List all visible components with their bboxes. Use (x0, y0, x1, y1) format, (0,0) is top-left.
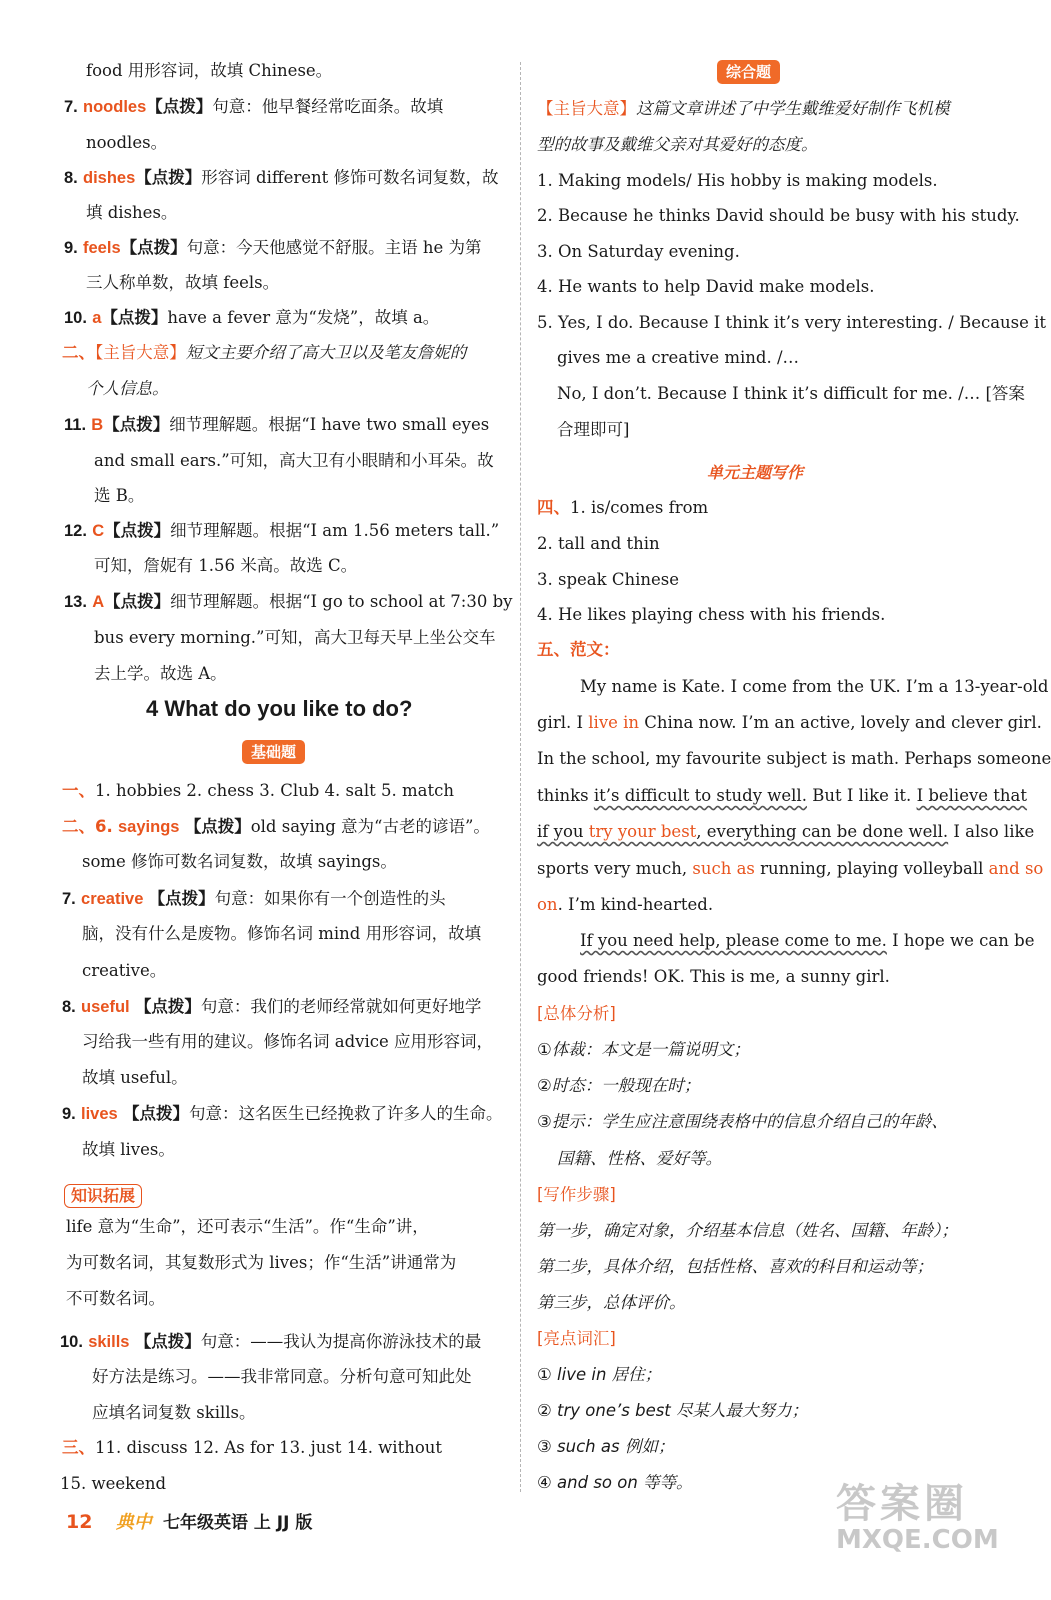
s2q7-line: 7. creative 【点拨】句意：如果你有一个创造性的头 (62, 889, 446, 908)
answer-2: 2. Because he thinks David should be busy with his study. (537, 206, 1020, 225)
s2q9-line: 9. lives 【点拨】句意：这名医生已经挽救了许多人的生命。 (62, 1104, 503, 1123)
s2q9-cont: 故填 lives。 (82, 1140, 175, 1159)
analysis-heading: [总体分析] (537, 1004, 616, 1023)
s3-line: 三、11. discuss 12. As for 13. just 14. without (62, 1438, 443, 1457)
w4-line: 四、1. is/comes from (537, 498, 709, 517)
knowledge-line: 为可数名词，其复数形式为 lives；作“生活”讲通常为 (66, 1253, 457, 1272)
steps-item: 第一步，确定对象，介绍基本信息（姓名、国籍、年龄）； (537, 1221, 958, 1240)
w4-item: 4. He likes playing chess with his friends. (537, 605, 886, 624)
watermark: 答案圈 MXQE.COM (836, 1481, 999, 1555)
sec2-cont: 个人信息。 (86, 379, 169, 398)
text-line: food 用形容词，故填 Chinese。 (86, 61, 333, 80)
comprehensive-label: 综合题 (717, 60, 780, 84)
knowledge-line: 不可数名词。 (66, 1289, 165, 1308)
s2q8-line: 8. useful 【点拨】句意：我们的老师经常就如何更好地学 (62, 997, 482, 1016)
knowledge-label: 知识拓展 (64, 1184, 142, 1208)
analysis-item: 国籍、性格、爱好等。 (557, 1149, 722, 1168)
book-title: 七年级英语 上 JJ 版 (162, 1513, 313, 1533)
vocab-item: ② try one’s best 尽某人最大努力； (537, 1401, 809, 1420)
q8-cont: 填 dishes。 (86, 203, 178, 222)
s2q6-cont: some 修饰可数名词复数，故填 sayings。 (82, 852, 397, 871)
comp-label-wrap (717, 60, 780, 84)
s2q6-line: 二、6. sayings 【点拨】old saying 意为“古老的谚语”。 (62, 817, 490, 836)
q8-line: 8. dishes【点拨】形容词 different 修饰可数名词复数，故 (64, 168, 499, 187)
essay-line: In the school, my favourite subject is math. Perhaps someone (537, 749, 1051, 768)
q13-cont2: 去上学。故选 A。 (94, 664, 227, 683)
vocab-item: ③ such as 例如； (537, 1437, 675, 1456)
vocab-item: ④ and so on 等等。 (537, 1473, 693, 1492)
w4-item: 2. tall and thin (537, 534, 660, 553)
q9-cont: 三人称单数，故填 feels。 (86, 273, 280, 292)
basic-label-wrap (242, 740, 305, 764)
q9-line: 9. feels【点拨】句意：今天他感觉不舒服。主语 he 为第 (64, 238, 482, 257)
s2q7-cont1: 脑，没有什么是废物。修饰名词 mind 用形容词，故填 (82, 924, 482, 943)
s2q7-cont2: creative。 (82, 961, 167, 980)
s2q10-cont2: 应填名词复数 skills。 (92, 1403, 256, 1422)
essay-line: My name is Kate. I come from the UK. I’m a 13-year-old (580, 677, 1049, 696)
s3-cont: 15. weekend (60, 1474, 167, 1493)
answer-5: 5. Yes, I do. Because I think it’s very interesting. / Because it (537, 313, 1047, 332)
essay-line: sports very much, such as running, playing volleyball and so (537, 859, 1044, 878)
answer-4: 4. He wants to help David make models. (537, 277, 875, 296)
answer-5-cont: gives me a creative mind. /… (557, 348, 800, 367)
q12-line: 12. C【点拨】细节理解题。根据“I am 1.56 meters tall.” (64, 521, 500, 540)
q13-cont1: bus every morning.”可知，高大卫每天早上坐公交车 (94, 628, 496, 647)
steps-item: 第三步，总体评价。 (537, 1293, 686, 1312)
s2q8-cont2: 故填 useful。 (82, 1068, 188, 1087)
q13-line: 13. A【点拨】细节理解题。根据“I go to school at 7:30 by (64, 592, 513, 611)
vocab-heading: [亮点词汇] (537, 1329, 616, 1348)
q7-line: 7. noodles【点拨】句意：他早餐经常吃面条。故填 (64, 97, 444, 116)
answer-5-cont: 合理即可] (557, 420, 630, 439)
essay-line: on. I’m kind-hearted. (537, 895, 714, 914)
essay-line: If you need help, please come to me. I hope we can be (580, 931, 1035, 950)
main-idea-line: 【主旨大意】这篇文章讲述了中学生戴维爱好制作飞机模 (537, 99, 950, 118)
essay-line: good friends! OK. This is me, a sunny girl. (537, 967, 890, 986)
answer-3: 3. On Saturday evening. (537, 242, 740, 261)
analysis-item: ①体裁：本文是一篇说明文； (537, 1040, 750, 1059)
vocab-item: ① live in 居住； (537, 1365, 662, 1384)
s2q8-cont1: 习给我一些有用的建议。修饰名词 advice 应用形容词， (82, 1032, 493, 1051)
q10-line: 10. a【点拨】have a fever 意为“发烧”，故填 a。 (64, 308, 440, 327)
main-idea-cont: 型的故事及戴维父亲对其爱好的态度。 (537, 135, 818, 154)
sec2-line: 二、【主旨大意】短文主要介绍了高大卫以及笔友詹妮的 (62, 343, 467, 362)
q12-cont1: 可知，詹妮有 1.56 米高。故选 C。 (94, 556, 358, 575)
page-footer (66, 1508, 312, 1534)
q11-cont2: 选 B。 (94, 486, 145, 505)
know-label-wrap (64, 1184, 142, 1208)
essay-line: girl. I live in China now. I’m an active, lovely and clever girl. (537, 713, 1042, 732)
answer-1: 1. Making models/ His hobby is making models. (537, 171, 938, 190)
analysis-item: ③提示：学生应注意围绕表格中的信息介绍自己的年龄、 (537, 1112, 948, 1131)
answer-5-cont: No, I don’t. Because I think it’s difficult for me. /… [答案 (557, 384, 1025, 403)
q11-line: 11. B【点拨】细节理解题。根据“I have two small eyes (64, 415, 490, 434)
w4-item: 3. speak Chinese (537, 570, 680, 589)
s1-line: 一、1. hobbies 2. chess 3. Club 4. salt 5. match (62, 781, 454, 800)
essay-line: thinks it’s difficult to study well. But I like it. I believe that (537, 786, 1028, 805)
q7-cont: noodles。 (86, 133, 168, 152)
q11-cont1: and small ears.”可知，高大卫有小眼睛和小耳朵。故 (94, 451, 494, 470)
unit-title: 4 What do you like to do? (146, 696, 413, 721)
analysis-item: ②时态：一般现在时； (537, 1076, 701, 1095)
knowledge-line: life 意为“生命”，还可表示“生活”。作“生命”讲， (66, 1217, 429, 1236)
s2q10-line: 10. skills 【点拨】句意：——我认为提高你游泳技术的最 (60, 1332, 482, 1351)
essay-line: if you try your best, everything can be done well. I also like (537, 822, 1035, 841)
writing-heading: 单元主题写作 (707, 463, 804, 482)
basic-label: 基础题 (242, 740, 305, 764)
page-number: 12 (66, 1511, 93, 1533)
steps-heading: [写作步骤] (537, 1185, 616, 1204)
column-divider (520, 62, 521, 1492)
s2q10-cont1: 好方法是练习。——我非常同意。分析句意可知此处 (92, 1367, 472, 1386)
w5-heading: 五、范文： (537, 640, 620, 659)
steps-item: 第二步，具体介绍，包括性格、喜欢的科目和运动等； (537, 1257, 933, 1276)
brand-logo: 典中 (115, 1512, 152, 1533)
